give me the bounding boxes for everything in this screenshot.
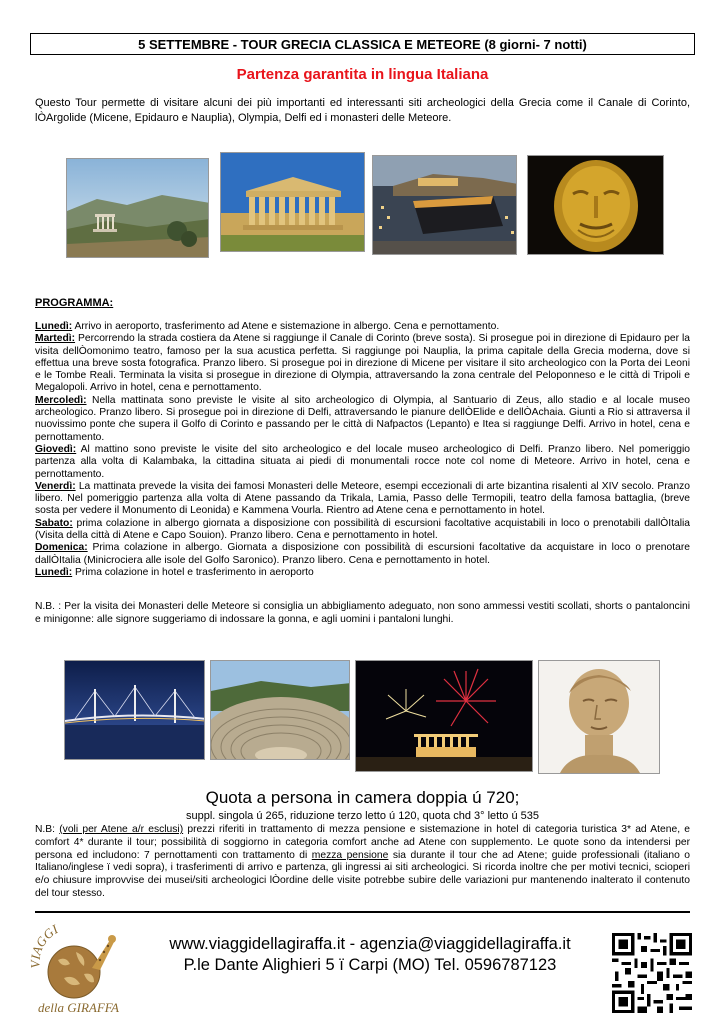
day-entry-mercoledi [35,395,690,444]
day-label: Lunedì: [35,321,73,332]
nb-lead: N.B: [35,824,60,835]
photo-mask-of-agamemnon [527,155,664,255]
photo-fireworks-acropolis [355,660,533,772]
logo-text-top: VIAGGI [27,922,61,969]
flights-excluded-note: (voli per Atene a/r esclusi) [59,824,184,835]
day-label: Domenica: [35,542,88,554]
nb-text-part1: prezzi riferiti in trattamento di mezza pensione e sistemazione in hotel di categoria turistica 3* ad Atene, e comfort 4* durante il tour; possibilità di soggiorno in categoria comfort anche ad Atene con supplemento. Le quote sono da intendersi per persona ed includono: 7 pernottamenti con trattamento di [35,824,691,861]
programma-heading: PROGRAMMA: [35,297,114,309]
day-text: prima colazione in albergo giornata a disposizione con possibilità di escursioni facoltative acquistabili in loco o prenotabili dallÒItalia (Visita della città di Atene e Capo Souion). Pranzo libero. Cena e pernottamento in hotel. [35,517,690,542]
day-entry-lunedi-2 [35,567,690,579]
footer-divider [35,911,690,913]
day-label: Lunedì: [35,566,73,578]
day-label: Venerdì: [35,480,76,492]
day-entry-sabato [35,518,690,543]
day-text: Prima colazione in albergo. Giornata a disposizione con possibilità di escursioni facoltative da acquistare in loco o prenotare dallÒItalia (Minicrociera alle isole del Golfo Saronico). Pranzo libero. Cena e pernottamento in hotel. [35,542,690,566]
logo-text-bottom: della GIRAFFA [38,1000,119,1015]
contact-address-phone: P.le Dante Alighieri 5 ï Carpi (MO) Tel. 0596787123 [183,956,557,974]
day-text: Percorrendo la strada costiera da Atene si raggiunge il Canale di Corinto (breve sosta). Si prosegue poi in direzione di Epidauro per la visita dellÒomonimo teatro, famoso per la sua acustica perfetta. Si raggiunge poi Nauplia, la prima capitale della Grecia moderna, dove si effettua una breve sosta fotografica. Pranzo libero. Si prosegue poi in direzione di Micene per visitare il sito archeologico con la Porta dei Leoni e le Tombe Reali. Terminata la visita si prosegue in direzione di Olympia, attraversando la zona centrale del Peloponneso e le città di Tripoli e Megalopoli. Arrivo in hotel, cena e pernottamento. [35,333,690,394]
giraffa-logo [22,922,142,1018]
subtitle: Partenza garantita in lingua Italiana [236,66,489,83]
programma-itinerary [35,321,690,579]
photo-rio-antirrio-bridge [64,660,205,760]
price-supplements: suppl. singola ú 265, riduzione terzo letto ú 120, quota chd 3° letto ú 535 [186,810,539,822]
contact-web-email[interactable]: www.viaggidellagiraffa.it - agenzia@viaggidellagiraffa.it [169,935,571,953]
day-text: Nella mattinata sono previste le visite al sito archeologico di Olympia, al Santuario di Zeus, allo stadio e al locale museo archeologico. Pranzo libero. Si prosegue poi in direzione di Delfi, attraversando le pianure dellÒElide e dellÒAchaia. Giunti a Rio si attraversa il nuovissimo ponte che supera il Golfo di Corinto e passando per le città di Nafpactos (Lepanto) e Itea si raggiunge Delfi. Arrivo in hotel, cena e pernottamento. [35,394,690,443]
day-entry-giovedi [35,444,690,481]
day-label: Mercoledì: [35,394,87,406]
day-label: Martedì: [35,333,76,345]
nb-text-part2: sia durante il tour che ad Atene; guide professionali (italiano o Italiano/inglese ï vedi sopra), i trasferimenti di arrivo e partenza, gli ingressi ai siti archeologici. Si ricorda inoltre che per motivi tecnici, scioperi e/o chiusure improvvise dei musei/siti archeologici lÒordine delle visite potrebbe subire delle variazioni pur mantenendo inalterato il contenuto del tour stesso. [35,849,691,899]
photo-epidaurus-theatre [210,660,350,760]
photo-greek-statue-head [538,660,660,774]
price-quota: Quota a persona in camera doppia ú 720; [205,788,520,807]
half-board-term: mezza pensione [311,849,389,861]
day-text: Arrivo in aeroporto, trasferimento ad Atene e sistemazione in albergo. Cena e pernottamento. [72,321,500,332]
day-text: La mattinata prevede la visita dei famosi Monasteri delle Meteore, esempi eccezionali di arte bizantina risalenti al XIV secolo. Pranzo libero. Nel pomeriggio partenza alla volta di Atene passando da Trikala, Lamia, Passo delle Termopili, teatro della famosa battaglia, (breve sosta per vedere il Monumento di Leonida) e Kammena Vourla. Rientro ad Atene cena e pernottamento in hotel. [35,480,690,517]
page-title: 5 SETTEMBRE - TOUR GRECIA CLASSICA E METEORE (8 giorni- 7 notti) [30,33,695,55]
day-entry-domenica [35,542,690,567]
photo-delphi-tholos [66,158,209,258]
day-label: Giovedì: [35,443,77,455]
day-entry-venerdi [35,481,690,518]
day-entry-lunedi-1 [35,321,690,333]
photo-acropolis-museum [372,155,517,255]
day-text: Al mattino sono previste le visite del sito archeologico e del locale museo archeologico di Delfi. Pranzo libero. Nel pomeriggio partenza alla volta di Kalambaka, la cittadina situata ai piedi di monumentali rocce note col nome di Meteore. Arrivo in hotel, cena e pernottamento. [35,443,690,480]
qr-code[interactable] [612,933,692,1013]
day-label: Sabato: [35,517,73,529]
day-text: Prima colazione in hotel e trasferimento in aeroporto [72,566,314,578]
nb-meteore-note: N.B. : Per la visita dei Monasteri delle Meteore si consiglia un abbigliamento adeguato, non sono ammessi vestiti scollati, shorts o pantaloncini e minigonne: alle signore suggeriamo di indossare la gonna, e agli uomini i pantaloni lunghi. [35,601,690,625]
intro-paragraph: Questo Tour permette di visitare alcuni dei più importanti ed interessanti siti archeologici della Grecia come il Canale di Corinto, lÒArgolide (Micene, Epidauro e Nauplia), Olympia, Delfi ed i monasteri delle Meteore. [35,97,690,124]
photo-parthenon [220,152,365,252]
day-entry-martedi [35,333,690,394]
nb-prices-note [35,824,690,901]
